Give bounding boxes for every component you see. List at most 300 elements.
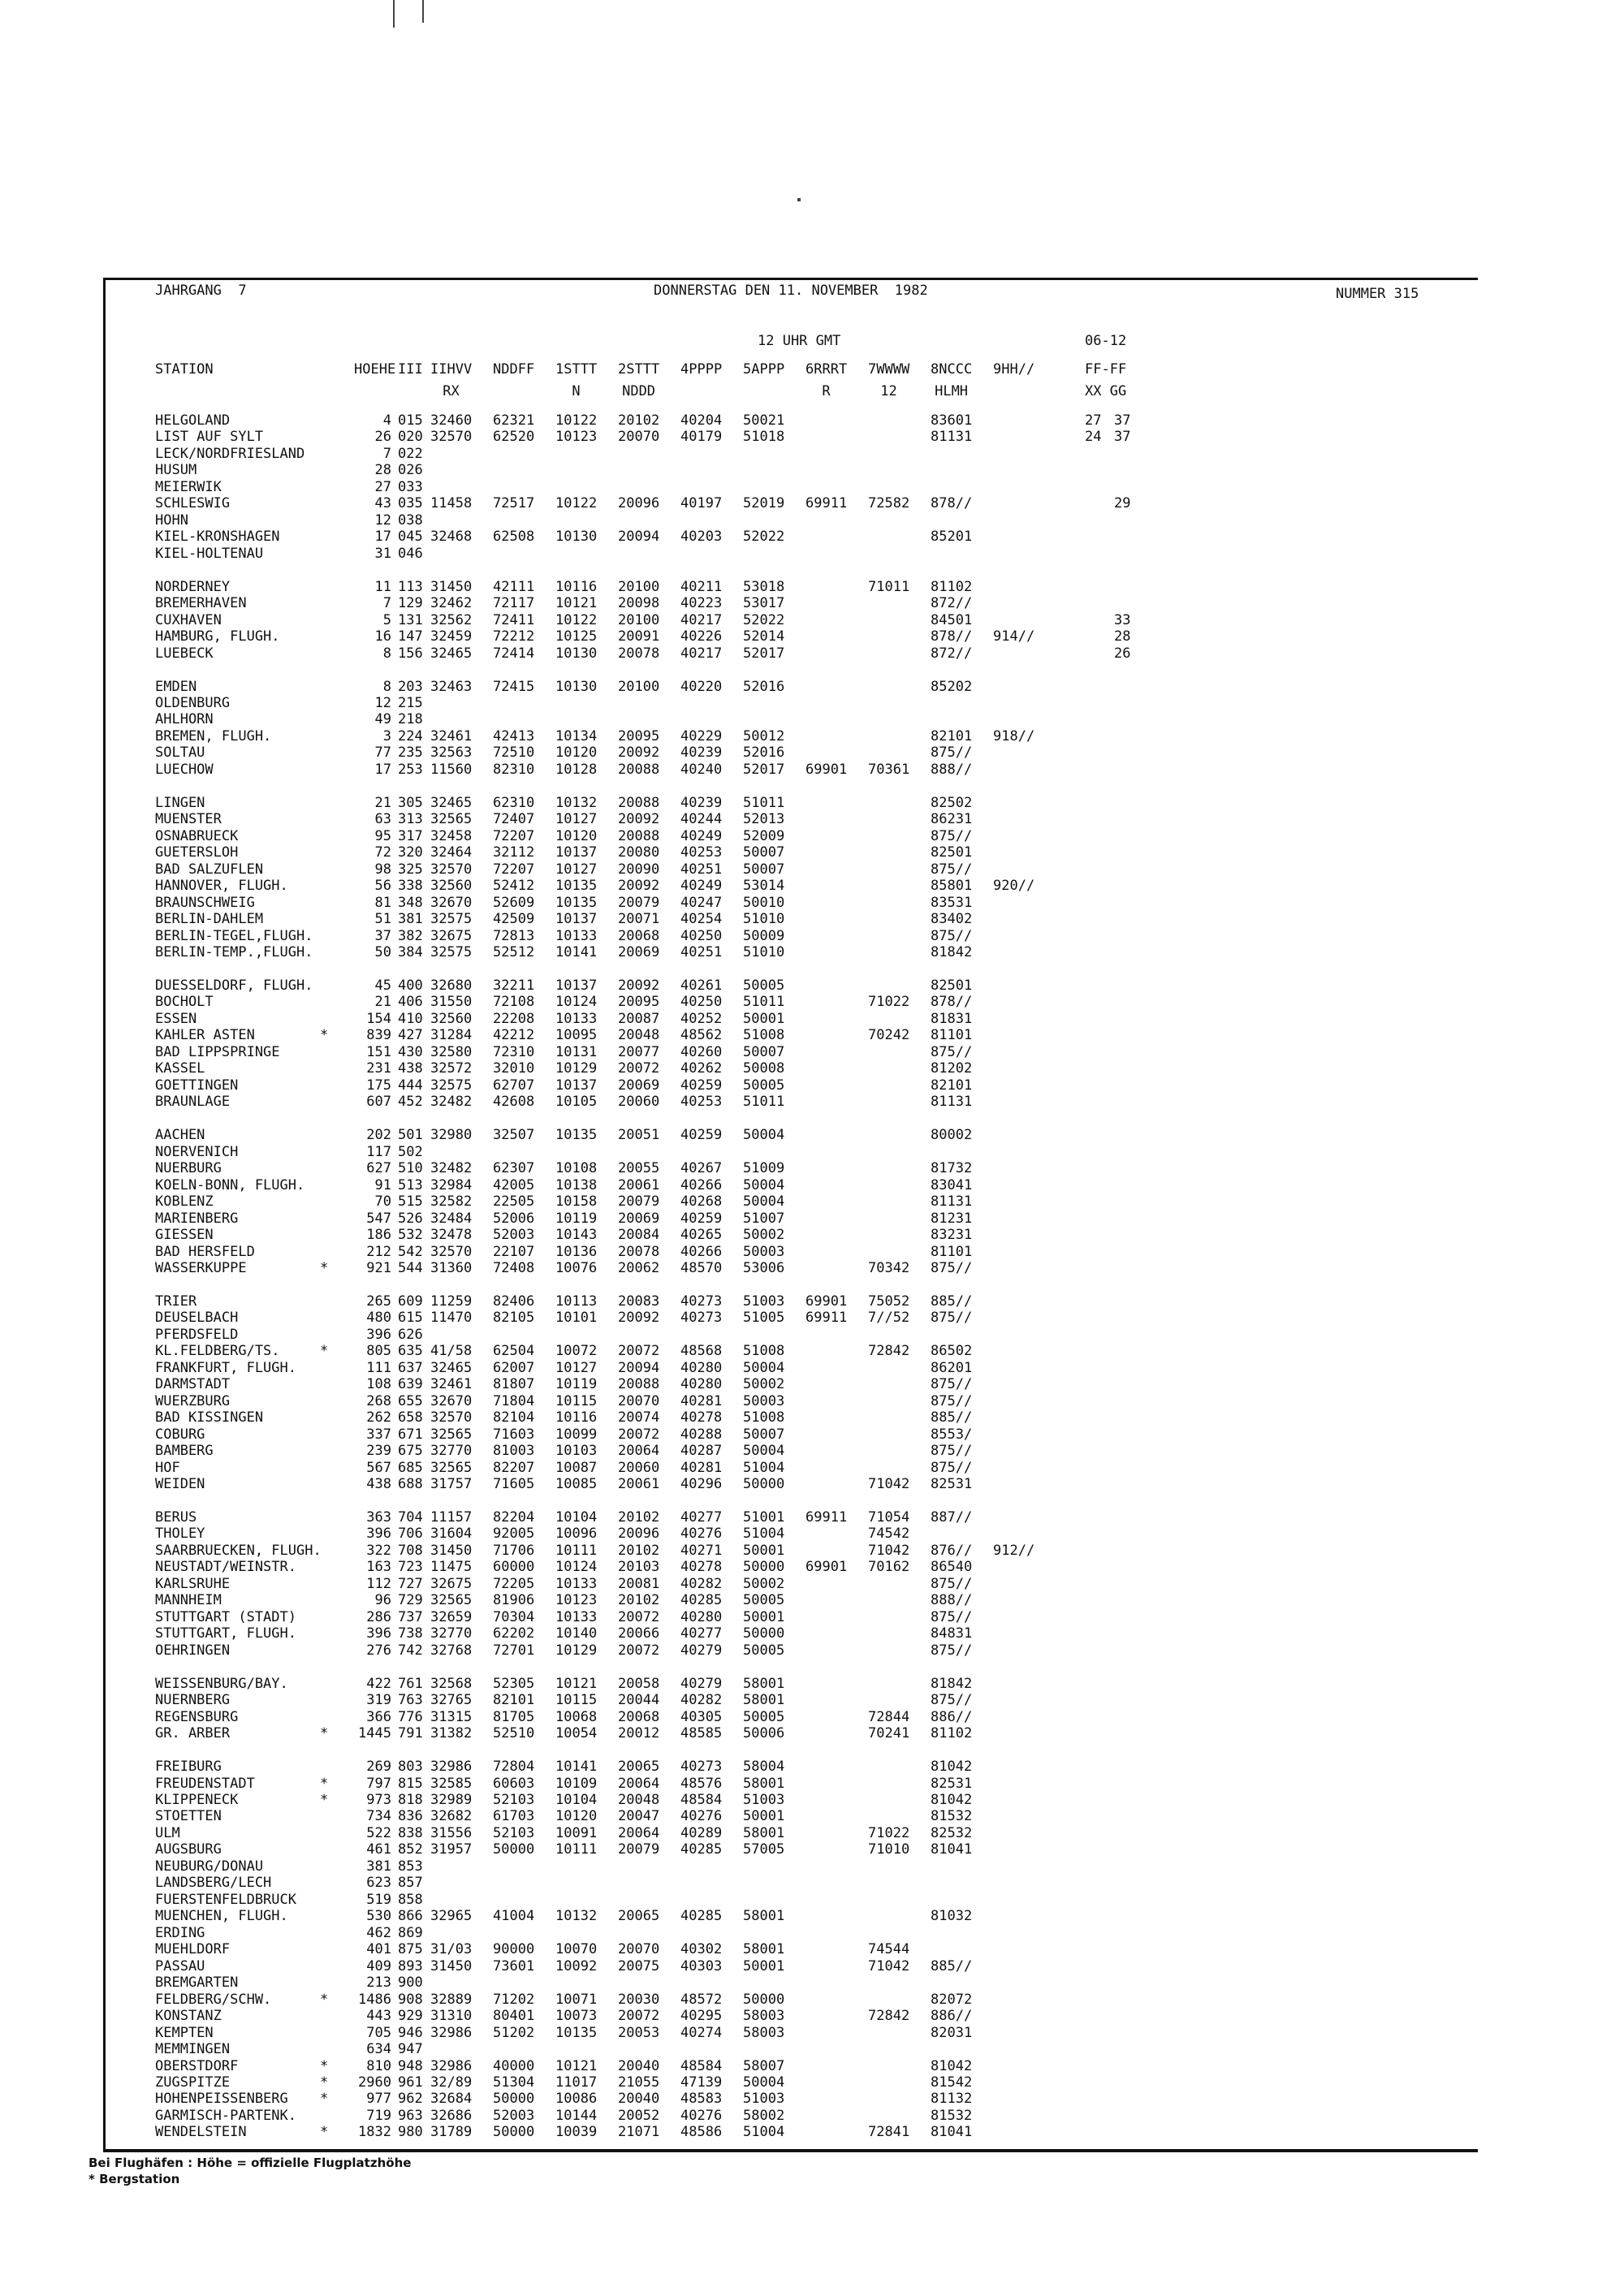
station-row: [0, 1443, 1624, 1459]
station-height: 239: [366, 1443, 391, 1460]
station-height: 7: [382, 445, 391, 462]
synop-group: 32465: [430, 794, 473, 811]
synop-group: 72415: [493, 678, 535, 695]
synop-group: 20075: [618, 1957, 660, 1974]
station-height: 163: [366, 1559, 391, 1576]
group-column-header: 7WWWW: [868, 361, 910, 378]
synop-group: 32770: [430, 1625, 473, 1642]
station-row: [0, 1792, 1624, 1808]
synop-group: 50002: [743, 1575, 785, 1592]
synop-group: 62504: [493, 1343, 535, 1360]
synop-group: 10132: [555, 1908, 598, 1925]
station-name: LINGEN: [155, 794, 205, 811]
synop-group: 10123: [555, 429, 598, 446]
station-row: [0, 944, 1624, 960]
synop-group: 32/89: [430, 2074, 473, 2091]
synop-group: 10085: [555, 1476, 598, 1493]
synop-group: 32565: [430, 1592, 473, 1609]
synop-group: 50001: [743, 1010, 785, 1027]
station-height: 462: [366, 1924, 391, 1941]
synop-group: 20096: [618, 495, 660, 512]
station-name: FRANKFURT, FLUGH.: [155, 1359, 296, 1376]
synop-group: 31957: [430, 1841, 473, 1858]
synop-group: 50000: [493, 1841, 535, 1858]
synop-group: 70241: [868, 1725, 910, 1742]
station-name: MARIENBERG: [155, 1210, 239, 1227]
station-index: 253: [398, 761, 423, 778]
station-name: AACHEN: [155, 1127, 205, 1144]
station-name: BAMBERG: [155, 1443, 214, 1460]
synop-group: 20071: [618, 911, 660, 928]
mountain-station-marker: *: [320, 1991, 329, 2008]
synop-group: 10121: [555, 2057, 598, 2074]
synop-group: 83231: [931, 1227, 973, 1244]
synop-group: 42509: [493, 911, 535, 928]
station-height: 705: [366, 2024, 391, 2041]
synop-group: 52006: [493, 1210, 535, 1227]
synop-group: 82532: [931, 1824, 973, 1841]
synop-group: 71054: [868, 1509, 910, 1526]
station-name: LUEBECK: [155, 645, 214, 662]
station-row: [0, 2108, 1624, 2124]
synop-group: 69901: [806, 761, 848, 778]
synop-group: 40259: [680, 1077, 723, 1094]
station-name: KONSTANZ: [155, 2008, 222, 2025]
synop-group: 20078: [618, 1243, 660, 1260]
station-index: 046: [398, 545, 423, 562]
synop-group: 72842: [868, 1343, 910, 1360]
station-index: 410: [398, 1010, 423, 1027]
synop-group: 40226: [680, 628, 723, 645]
synop-group: 40285: [680, 1841, 723, 1858]
station-height: 186: [366, 1227, 391, 1244]
station-row: [0, 579, 1624, 595]
synop-group: 83601: [931, 412, 973, 429]
synop-group: 71804: [493, 1392, 535, 1409]
station-height: 49: [374, 711, 391, 728]
synop-group: 20100: [618, 611, 660, 628]
synop-group: 912//: [993, 1542, 1035, 1559]
station-name: DEUSELBACH: [155, 1310, 239, 1327]
station-index: 156: [398, 645, 423, 662]
observation-time: 12 UHR GMT: [758, 333, 841, 349]
synop-group: 71010: [868, 1841, 910, 1858]
gust-value: 26: [1114, 645, 1131, 662]
synop-group: 32462: [430, 595, 473, 612]
station-name: BAD LIPPSPRINGE: [155, 1043, 280, 1060]
synop-group: 40296: [680, 1476, 723, 1493]
station-index: 526: [398, 1210, 423, 1227]
synop-group: 10120: [555, 744, 598, 762]
synop-group: 20102: [618, 1542, 660, 1559]
scan-artifact-line: [393, 0, 395, 28]
synop-group: 40260: [680, 1043, 723, 1060]
synop-group: 20079: [618, 1841, 660, 1858]
synop-group: 20102: [618, 412, 660, 429]
scan-artifact-dot: [797, 198, 801, 201]
synop-group: 50006: [743, 1725, 785, 1742]
synop-group: 72411: [493, 611, 535, 628]
station-height: 28: [374, 462, 391, 479]
synop-group: 10101: [555, 1310, 598, 1327]
synop-group: 40259: [680, 1210, 723, 1227]
station-name: GUETERSLOH: [155, 844, 239, 861]
synop-group: 52022: [743, 611, 785, 628]
synop-group: 875//: [931, 1575, 973, 1592]
station-row: [0, 1543, 1624, 1559]
synop-group: 82031: [931, 2024, 973, 2041]
synop-group: 32986: [430, 2024, 473, 2041]
synop-group: 40239: [680, 794, 723, 811]
station-index: 908: [398, 1991, 423, 2008]
station-row: [0, 446, 1624, 462]
station-height: 117: [366, 1143, 391, 1160]
synop-group: 10122: [555, 495, 598, 512]
station-height: 519: [366, 1891, 391, 1908]
station-name: MANNHEIM: [155, 1592, 222, 1609]
synop-group: 32675: [430, 927, 473, 944]
station-index: 635: [398, 1343, 423, 1360]
mountain-station-marker: *: [320, 2124, 329, 2141]
station-name: LANDSBERG/LECH: [155, 1875, 272, 1892]
synop-group: 20103: [618, 1559, 660, 1576]
synop-group: 40267: [680, 1160, 723, 1177]
synop-group: 20069: [618, 944, 660, 961]
station-name: MUENSTER: [155, 811, 222, 828]
synop-group: 20088: [618, 794, 660, 811]
synop-group: 918//: [993, 727, 1035, 744]
synop-group: 31550: [430, 994, 473, 1011]
station-name: WEISSENBURG/BAY.: [155, 1675, 288, 1692]
synop-group: 40305: [680, 1708, 723, 1725]
synop-group: 10070: [555, 1941, 598, 1958]
synop-group: 20081: [618, 1575, 660, 1592]
station-name: PASSAU: [155, 1957, 205, 1974]
synop-group: 72844: [868, 1708, 910, 1725]
synop-group: 40239: [680, 744, 723, 762]
synop-group: 10073: [555, 2008, 598, 2025]
station-name: KLIPPENECK: [155, 1792, 239, 1808]
station-index: 947: [398, 2041, 423, 2058]
synop-group: 11259: [430, 1293, 473, 1310]
station-height: 396: [366, 1326, 391, 1343]
station-row: [0, 1609, 1624, 1625]
station-index: 400: [398, 977, 423, 994]
station-name: HUSUM: [155, 462, 197, 479]
station-index: 626: [398, 1326, 423, 1343]
station-row: [0, 1409, 1624, 1426]
station-height: 366: [366, 1708, 391, 1725]
synop-group: 32770: [430, 1443, 473, 1460]
station-row: [0, 1044, 1624, 1060]
synop-group: 48584: [680, 1792, 723, 1808]
station-row: [0, 2008, 1624, 2024]
synop-group: 32562: [430, 611, 473, 628]
station-index: 015: [398, 412, 423, 429]
station-row: [0, 1709, 1624, 1725]
group-column-subheader: NDDD: [622, 383, 656, 399]
synop-group: 53017: [743, 595, 785, 612]
synop-group: 48585: [680, 1725, 723, 1742]
station-height: 11: [374, 578, 391, 595]
synop-group: 20092: [618, 811, 660, 828]
synop-group: 62520: [493, 429, 535, 446]
station-name: ZUGSPITZE: [155, 2074, 231, 2091]
gust-value: 37: [1114, 412, 1131, 429]
synop-group: 875//: [931, 1608, 973, 1625]
group-column-header: IIHVV: [430, 361, 473, 378]
synop-group: 86502: [931, 1343, 973, 1360]
station-index: 382: [398, 927, 423, 944]
station-index: 900: [398, 1974, 423, 1992]
synop-group: 22107: [493, 1243, 535, 1260]
synop-group: 50004: [743, 1443, 785, 1460]
station-index: 723: [398, 1559, 423, 1576]
station-row: [0, 462, 1624, 478]
synop-group: 81131: [931, 429, 973, 446]
synop-group: 32465: [430, 1359, 473, 1376]
synop-group: 20044: [618, 1692, 660, 1709]
station-name: GR. ARBER: [155, 1725, 231, 1742]
station-index: 803: [398, 1759, 423, 1776]
synop-group: 40265: [680, 1227, 723, 1244]
date-heading: DONNERSTAG DEN 11. NOVEMBER 1982: [654, 283, 928, 299]
station-name: BERLIN-DAHLEM: [155, 911, 264, 928]
synop-group: 10115: [555, 1392, 598, 1409]
station-row: [0, 1858, 1624, 1875]
synop-group: 20072: [618, 1642, 660, 1659]
synop-group: 48562: [680, 1027, 723, 1044]
synop-group: 10127: [555, 861, 598, 878]
synop-group: 51004: [743, 1459, 785, 1476]
synop-group: 10133: [555, 1608, 598, 1625]
station-name: BREMERHAVEN: [155, 595, 247, 612]
synop-group: 32984: [430, 1176, 473, 1193]
synop-group: 20072: [618, 1060, 660, 1077]
synop-group: 40273: [680, 1293, 723, 1310]
synop-group: 40204: [680, 412, 723, 429]
station-height: 480: [366, 1310, 391, 1327]
synop-group: 71022: [868, 1824, 910, 1841]
station-height: 276: [366, 1642, 391, 1659]
synop-group: 20070: [618, 429, 660, 446]
station-row: [0, 1692, 1624, 1708]
station-name: BREMEN, FLUGH.: [155, 727, 272, 744]
synop-group: 40276: [680, 1808, 723, 1825]
synop-group: 20100: [618, 678, 660, 695]
synop-group: 40279: [680, 1642, 723, 1659]
synop-group: 20064: [618, 1775, 660, 1792]
station-name: DUESSELDORF, FLUGH.: [155, 977, 313, 994]
synop-group: 40289: [680, 1824, 723, 1841]
synop-group: 10136: [555, 1243, 598, 1260]
station-name: NOERVENICH: [155, 1143, 239, 1160]
station-height: 31: [374, 545, 391, 562]
synop-group: 10137: [555, 911, 598, 928]
synop-group: 20095: [618, 727, 660, 744]
synop-group: 20098: [618, 595, 660, 612]
station-name: BERLIN-TEGEL,FLUGH.: [155, 927, 313, 944]
station-name: WENDELSTEIN: [155, 2124, 247, 2141]
station-index: 946: [398, 2024, 423, 2041]
synop-group: 886//: [931, 1708, 973, 1725]
station-name: BAD HERSFELD: [155, 1243, 255, 1260]
synop-group: 10135: [555, 878, 598, 895]
station-row: [0, 711, 1624, 727]
station-index: 502: [398, 1143, 423, 1160]
synop-group: 81042: [931, 1792, 973, 1808]
synop-group: 20078: [618, 645, 660, 662]
synop-group: 52003: [493, 1227, 535, 1244]
synop-group: 50001: [743, 1542, 785, 1559]
synop-group: 85801: [931, 878, 973, 895]
station-height: 921: [366, 1259, 391, 1276]
synop-group: 73601: [493, 1957, 535, 1974]
synop-group: 81131: [931, 1193, 973, 1211]
synop-group: 81202: [931, 1060, 973, 1077]
station-index: 869: [398, 1924, 423, 1941]
group-column-header: 8NCCC: [931, 361, 973, 378]
synop-group: 20083: [618, 1293, 660, 1310]
synop-group: 42413: [493, 727, 535, 744]
synop-group: 50008: [743, 1060, 785, 1077]
station-index: 131: [398, 611, 423, 628]
synop-group: 40280: [680, 1376, 723, 1393]
station-row: [0, 1426, 1624, 1443]
station-height: 95: [374, 827, 391, 844]
synop-group: 875//: [931, 827, 973, 844]
station-name: COBURG: [155, 1426, 205, 1443]
station-index: 532: [398, 1227, 423, 1244]
station-index: 675: [398, 1443, 423, 1460]
station-index: 305: [398, 794, 423, 811]
synop-group: 875//: [931, 861, 973, 878]
synop-group: 10103: [555, 1443, 598, 1460]
synop-group: 48572: [680, 1991, 723, 2008]
station-index: 325: [398, 861, 423, 878]
synop-group: 10141: [555, 944, 598, 961]
station-name: LIST AUF SYLT: [155, 429, 264, 446]
station-height: 797: [366, 1775, 391, 1792]
station-index: 444: [398, 1077, 423, 1094]
station-index: 857: [398, 1875, 423, 1892]
station-index: 035: [398, 495, 423, 512]
station-name: BAD KISSINGEN: [155, 1409, 264, 1426]
station-row: [0, 1526, 1624, 1542]
synop-group: 10122: [555, 412, 598, 429]
station-height: 212: [366, 1243, 391, 1260]
station-name: KAHLER ASTEN: [155, 1027, 255, 1044]
station-row: [0, 1376, 1624, 1392]
synop-group: 52016: [743, 678, 785, 695]
station-height: 4: [382, 412, 391, 429]
synop-group: 71603: [493, 1426, 535, 1443]
synop-group: 914//: [993, 628, 1035, 645]
station-row: [0, 1460, 1624, 1476]
synop-group: 83402: [931, 911, 973, 928]
synop-group: 53018: [743, 578, 785, 595]
station-name: HOF: [155, 1459, 180, 1476]
station-name: HAMBURG, FLUGH.: [155, 628, 280, 645]
synop-group: 10071: [555, 1991, 598, 2008]
synop-group: 878//: [931, 994, 973, 1011]
station-name: BRAUNSCHWEIG: [155, 894, 255, 911]
station-name: MUENCHEN, FLUGH.: [155, 1908, 288, 1925]
synop-group: 22208: [493, 1010, 535, 1027]
synop-group: 20092: [618, 878, 660, 895]
station-index: 317: [398, 827, 423, 844]
station-row: [0, 795, 1624, 811]
synop-group: 32659: [430, 1608, 473, 1625]
mountain-station-marker: *: [320, 1343, 329, 1360]
synop-group: 51011: [743, 794, 785, 811]
synop-group: 58004: [743, 1759, 785, 1776]
synop-group: 62007: [493, 1359, 535, 1376]
synop-group: 40277: [680, 1509, 723, 1526]
station-height: 269: [366, 1759, 391, 1776]
station-row: [0, 1559, 1624, 1575]
station-index: 875: [398, 1941, 423, 1958]
synop-group: 72408: [493, 1259, 535, 1276]
synop-group: 31789: [430, 2124, 473, 2141]
synop-group: 71042: [868, 1476, 910, 1493]
synop-group: 875//: [931, 1642, 973, 1659]
station-height: 8: [382, 678, 391, 695]
station-name: KOBLENZ: [155, 1193, 214, 1211]
station-height: 839: [366, 1027, 391, 1044]
synop-group: 69901: [806, 1293, 848, 1310]
station-index: 544: [398, 1259, 423, 1276]
synop-group: 20070: [618, 1941, 660, 1958]
synop-group: 51018: [743, 429, 785, 446]
station-row: [0, 1476, 1624, 1492]
synop-group: 10127: [555, 1359, 598, 1376]
synop-group: 40282: [680, 1692, 723, 1709]
station-index: 427: [398, 1027, 423, 1044]
synop-group: 51008: [743, 1343, 785, 1360]
synop-group: 31310: [430, 2008, 473, 2025]
synop-group: 32482: [430, 1160, 473, 1177]
synop-group: 10137: [555, 977, 598, 994]
station-row: [0, 2041, 1624, 2057]
synop-group: 31450: [430, 1957, 473, 1974]
synop-group: 11470: [430, 1310, 473, 1327]
synop-group: 85202: [931, 678, 973, 695]
station-height: 805: [366, 1343, 391, 1360]
synop-group: 51001: [743, 1509, 785, 1526]
synop-group: 81831: [931, 1010, 973, 1027]
station-index: 838: [398, 1824, 423, 1841]
synop-group: 875//: [931, 1692, 973, 1709]
station-name: LUECHOW: [155, 761, 214, 778]
station-row: [0, 744, 1624, 761]
station-name: WASSERKUPPE: [155, 1259, 247, 1276]
station-height: 286: [366, 1608, 391, 1625]
synop-group: 875//: [931, 1376, 973, 1393]
station-name: DARMSTADT: [155, 1376, 231, 1393]
synop-group: 20087: [618, 1010, 660, 1027]
station-row: [0, 1892, 1624, 1908]
synop-group: 50002: [743, 1227, 785, 1244]
synop-group: 50001: [743, 1808, 785, 1825]
synop-group: 81042: [931, 2057, 973, 2074]
station-height: 322: [366, 1542, 391, 1559]
station-height: 26: [374, 429, 391, 446]
station-name: KOELN-BONN, FLUGH.: [155, 1176, 305, 1193]
synop-group: 82501: [931, 844, 973, 861]
synop-group: 50005: [743, 1592, 785, 1609]
synop-group: 32680: [430, 977, 473, 994]
